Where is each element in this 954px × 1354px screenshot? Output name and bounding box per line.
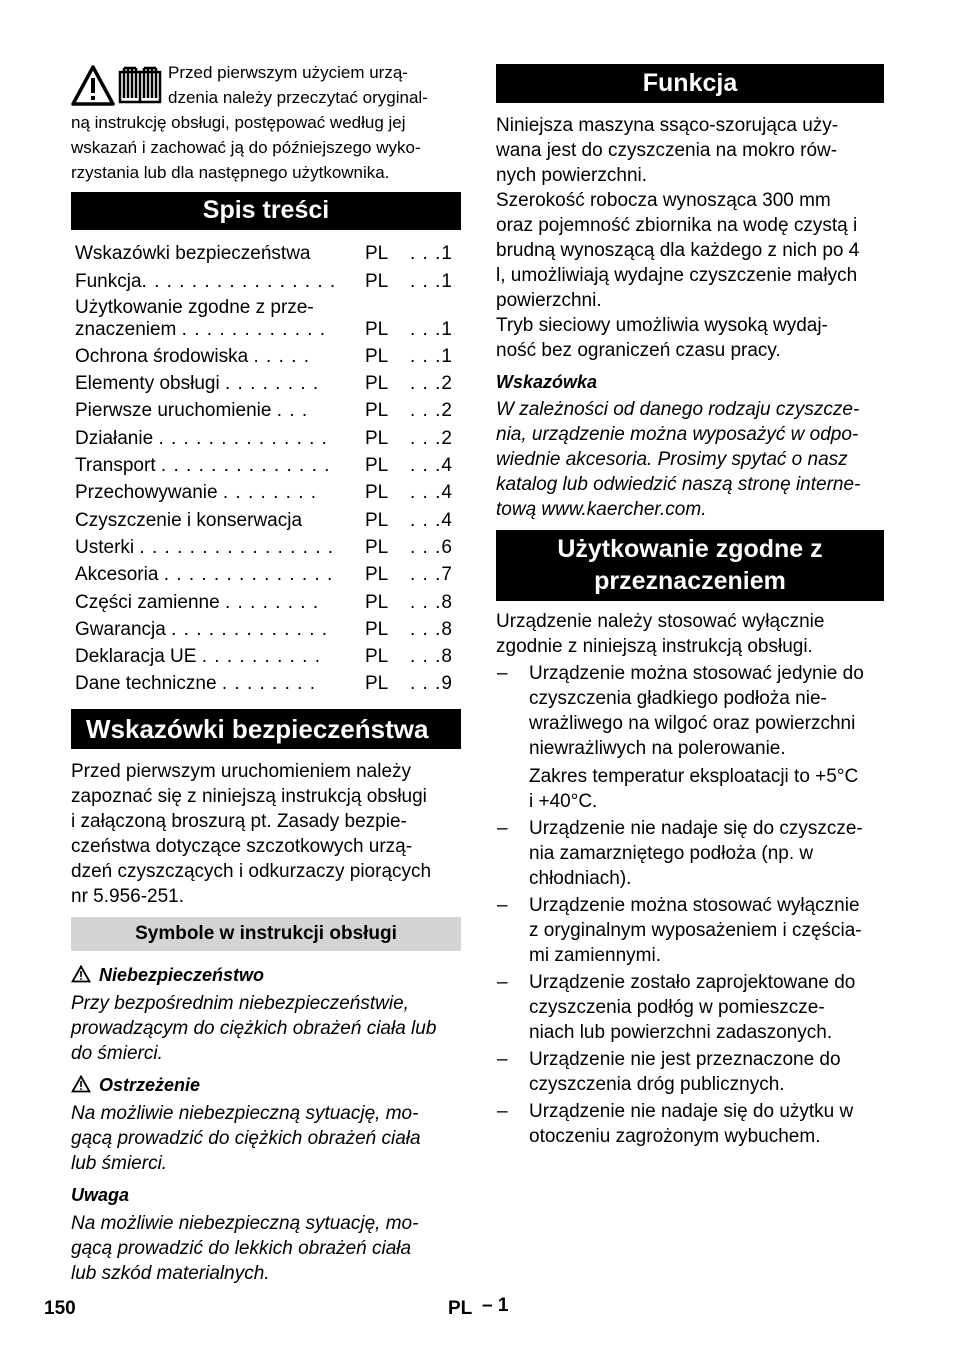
manual-book-icon [120,68,160,102]
warning-heading [71,1074,461,1096]
text-line: gącą prowadzić do lekkich obrażeń ciała [71,1238,412,1260]
text-line: Na możliwie niebezpieczną sytuację, mo- [71,1103,419,1125]
danger-label: Niebezpieczeństwo [99,965,265,986]
toc-item[interactable] [71,672,461,699]
intro-text-short [168,60,463,110]
text-line: Urządzenie można stosować wyłącznie [529,895,860,916]
toc-item-title: Części zamienne [75,591,220,613]
text-line: mi zamiennymi. [529,945,661,966]
toc-item[interactable] [71,297,461,345]
warning-triangle-icon [71,965,91,983]
note-text [496,397,884,522]
toc-item-title: Przechowywanie [75,482,218,504]
toc-item-title: Elementy obsługi [75,373,220,395]
toc-item-page: . . .8 [410,591,453,613]
toc-item[interactable] [71,590,461,617]
list-dash: – [497,663,508,684]
toc-leader-dots: . . . . . . . . . . . . . . . . [141,270,337,292]
toc-item-title: Deklaracja UE [75,646,197,668]
left-column [71,60,461,1286]
intro-text-full [71,110,463,185]
toc-item[interactable] [71,269,461,296]
toc-item[interactable] [71,645,461,672]
toc-leader-dots: . . . . . [253,345,310,367]
text-line: nia zamarzniętego podłoża (np. w [529,843,814,864]
toc-item-page: . . .2 [410,373,453,395]
toc-item-title: Dane techniczne [75,673,217,695]
toc-item[interactable] [71,536,461,563]
list-item [496,970,884,1045]
text-line: lub szkód materialnych. [71,1263,270,1285]
toc-item[interactable] [71,618,461,645]
toc-item-lang: PL [365,400,389,422]
text-line: Szerokość robocza wynosząca 300 mm [496,190,831,211]
toc-item[interactable] [71,345,461,372]
danger-text [71,991,461,1066]
footer-lang: PL [448,1298,473,1319]
intro-line: dzenia należy przeczytać oryginal- [168,88,428,107]
toc-item[interactable] [71,508,461,535]
safety-heading: Wskazówki bezpieczeństwa [71,709,461,749]
text-line: Urządzenie nie nadaje się do czyszcze- [529,818,863,839]
toc-item-page: . . .2 [410,427,453,449]
text-line: nia, urządzenie można wyposażyć w odpo- [496,424,859,445]
list-item [496,1099,884,1149]
danger-heading [71,964,461,986]
text-line: Urządzenie nie jest przeznaczone do [529,1049,841,1070]
safety-intro [71,759,461,909]
toc-leader-dots: . . . . . . . . . . [201,646,322,668]
toc-item-lang: PL [365,243,389,265]
toc-item-title-cont: znaczeniem [75,318,177,340]
toc-item-title: Funkcja [75,270,142,292]
toc-item-page: . . .8 [410,618,453,640]
text-line: czyszczenia podłóg w pomieszcze- [529,997,825,1018]
text-line: Urządzenie można stosować jedynie do [529,663,864,684]
text-line: Na możliwie niebezpieczną sytuację, mo- [71,1213,419,1235]
toc-item-lang: PL [365,427,389,449]
text-line: dzeń czyszczących i odkurzaczy piorących [71,861,432,883]
list-item [496,893,884,968]
text-line: czyszczenia dróg publicznych. [529,1074,785,1095]
text-line: Urządzenie zostało zaprojektowane do [529,972,856,993]
toc-item-lang: PL [365,270,389,292]
right-column [496,64,884,1149]
toc-item-page: . . .7 [410,564,453,586]
toc-item-lang: PL [365,646,389,668]
toc-leader-dots: . . . . . . . . [224,591,320,613]
toc-item-lang: PL [365,618,389,640]
text-line: oraz pojemność zbiornika na wodę czystą i [496,215,858,236]
toc-heading: Spis treści [71,192,461,230]
toc-item-page: . . .6 [410,536,453,558]
toc-leader-dots: . . . [276,400,309,422]
caution-heading [71,1184,461,1206]
text-line: powierzchni. [496,290,602,311]
text-line: katalog lub odwiedzić naszą stronę interne- [496,474,861,495]
intro-icons [71,64,161,108]
note-heading: Wskazówka [496,372,598,392]
text-line: niewrażliwych na polerowanie. [529,738,786,759]
toc-item-lang: PL [365,373,389,395]
text-line: i +40°C. [529,791,598,812]
list-dash: – [497,1101,508,1122]
text-line: do śmierci. [71,1043,163,1065]
text-line: z oryginalnym wyposażeniem i częścia- [529,920,862,941]
toc-item-page: . . .1 [410,345,453,367]
function-heading: Funkcja [496,64,884,103]
toc-item-lang: PL [365,455,389,477]
list-item [496,816,884,891]
toc-item-page: . . .1 [410,243,453,265]
toc-leader-dots: . . . . . . . . [222,482,318,504]
intro-line: wskazań i zachować ją do późniejszego wyko- [71,138,421,157]
toc-item-title: Ochrona środowiska [75,345,249,367]
toc-item-title: Gwarancja [75,618,166,640]
toc-item-lang: PL [365,536,389,558]
toc-item-title: Akcesoria [75,564,159,586]
toc-item-page: . . .4 [410,509,453,531]
intro-line: Przed pierwszym użyciem urzą- [168,63,408,82]
text-line: czeństwa dotyczące szczotkowych urzą- [71,836,413,858]
text-line: otoczeniu zagrożonym wybuchem. [529,1126,821,1147]
text-line: wana jest do czyszczenia na mokro rów- [496,140,838,161]
heading-line: Użytkowanie zgodne z [557,535,823,563]
toc-item-page: . . .4 [410,482,453,504]
text-line: czyszczenia gładkiego podłoża nie- [529,688,827,709]
text-line: wrażliwego na wilgoć oraz powierzchni [529,713,856,734]
text-line: W zależności od danego rodzaju czyszcze- [496,399,860,420]
intended-use-heading [496,530,884,601]
list-dash: – [497,895,508,916]
text-line: prowadzącym do ciężkich obrażeń ciała lub [71,1018,437,1040]
toc-item-lang: PL [365,591,389,613]
warning-triangle-icon [71,1075,91,1093]
toc-item[interactable] [71,563,461,590]
caution-label: Uwaga [71,1185,130,1206]
toc-leader-dots: . . . . . . . . [224,373,320,395]
warning-triangle-icon [73,67,113,104]
warning-label: Ostrzeżenie [99,1075,201,1096]
list-dash: – [497,1049,508,1070]
text-line: brudną wynoszącą dla każdego z nich po 4 [496,240,860,261]
toc-item[interactable] [71,426,461,453]
toc-item-title: Czyszczenie i konserwacja [75,509,303,531]
toc-item[interactable] [71,454,461,481]
toc-item-lang: PL [365,509,389,531]
toc-item-lang: PL [365,318,389,340]
footer-page-label: – 1 [482,1295,509,1316]
toc-leader-dots: . . . . . . . . . . . . [181,318,327,340]
toc-item-page: . . .4 [410,455,453,477]
text-line: i załączoną broszurą pt. Zasady bezpie- [71,811,407,833]
text-line: wiednie akcesoria. Prosimy spytać o nasz [496,449,848,470]
text-line: l, umożliwiają wydajne czyszczenie małych [496,265,858,286]
intended-intro [496,609,884,659]
text-line: gącą prowadzić do ciężkich obrażeń ciała [71,1128,421,1150]
toc-item-title: Użytkowanie zgodne z prze- [75,296,314,318]
text-line: Tryb sieciowy umożliwia wysoką wydaj- [496,315,828,336]
toc-leader-dots: . . . . . . . . [221,673,317,695]
text-line: ność bez ograniczeń czasu pracy. [496,340,781,361]
heading-line: przeznaczeniem [594,567,786,595]
toc-item-title: Działanie [75,427,154,449]
text-line: Przed pierwszym uruchomieniem należy [71,761,412,783]
text-line: nych powierzchni. [496,165,648,186]
toc-item[interactable] [71,399,461,426]
text-line: Niniejsza maszyna ssąco-szorująca uży- [496,115,839,136]
toc-item-page: . . .1 [410,270,453,292]
toc-leader-dots: . . . . . . . . . . . . . . . . [139,536,335,558]
footer-page-number: 150 [44,1298,76,1319]
toc-item-lang: PL [365,673,389,695]
toc-item[interactable] [71,242,461,269]
text-line: niach lub powierzchni zadaszonych. [529,1022,833,1043]
text-line: Przy bezpośrednim niebezpieczeństwie, [71,993,409,1015]
text-line: Zakres temperatur eksploatacji to +5°C [529,766,859,787]
toc-item-lang: PL [365,564,389,586]
warning-text [71,1101,461,1176]
warning-manual-icons [71,64,163,108]
toc-leader-dots: . . . . . . . . . . . . . [171,618,329,640]
list-dash: – [497,972,508,993]
toc-item[interactable] [71,481,461,508]
toc-item-page: . . .8 [410,646,453,668]
toc-item-title: Pierwsze uruchomienie [75,400,272,422]
toc-item-page: . . .1 [410,318,453,340]
list-subtext [529,764,884,814]
text-line: zapoznać się z niniejszą instrukcją obsługi [71,786,427,808]
toc-leader-dots: . . . . . . . . . . . . . . [163,564,334,586]
symbols-heading: Symbole w instrukcji obsługi [71,917,461,951]
toc-item-page: . . .9 [410,673,453,695]
text-line: Urządzenie należy stosować wyłącznie [496,611,825,632]
intro-line: rzystania lub dla następnego użytkownika. [71,163,390,182]
text-line: nr 5.956-251. [71,886,185,908]
caution-text [71,1211,461,1286]
intro-line: ną instrukcję obsługi, postępować według jej [71,113,406,132]
list-item [496,661,884,814]
text-line: Urządzenie nie nadaje się do użytku w [529,1101,854,1122]
toc-item-lang: PL [365,345,389,367]
toc-item-title: Usterki [75,536,135,558]
list-item [496,1047,884,1097]
toc-item-page: . . .2 [410,400,453,422]
text-line: tową www.kaercher.com. [496,499,707,520]
table-of-contents [71,242,461,699]
text-line: chłodniach). [529,868,632,889]
text-line: zgodnie z niniejszą instrukcją obsługi. [496,636,813,657]
text-line: lub śmierci. [71,1153,168,1175]
toc-item-title: Wskazówki bezpieczeństwa [75,243,311,265]
intro-notice [71,60,461,186]
toc-item-title: Transport [75,455,156,477]
toc-item-lang: PL [365,482,389,504]
list-dash: – [497,818,508,839]
toc-leader-dots: . . . . . . . . . . . . . . [158,427,328,449]
toc-leader-dots: . . . . . . . . . . . . . . [160,455,331,477]
function-text [496,113,884,363]
toc-item[interactable] [71,372,461,399]
